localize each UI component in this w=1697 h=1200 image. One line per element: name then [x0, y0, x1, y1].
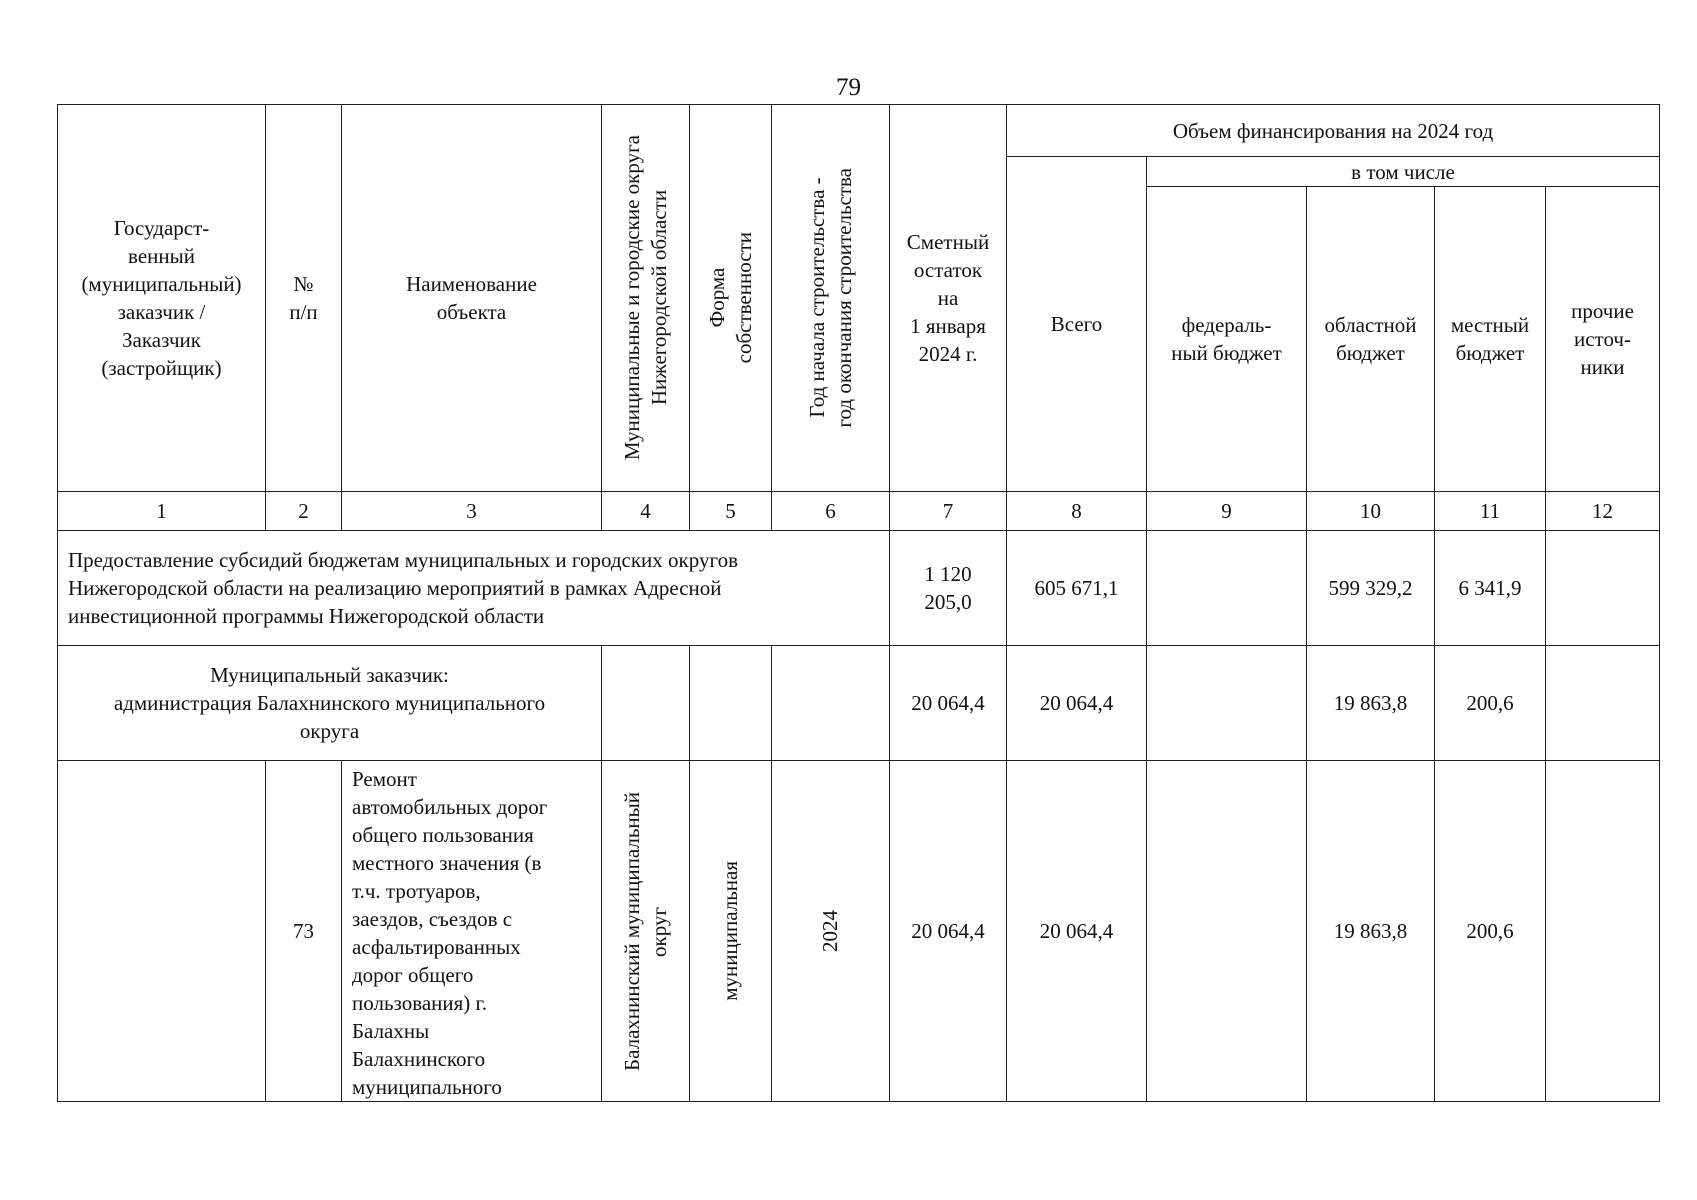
column-number: 11 — [1435, 492, 1546, 531]
customer-federal — [1147, 646, 1307, 761]
section-estimate: 1 120 205,0 — [890, 531, 1007, 646]
header-federal: федераль- ный бюджет — [1147, 187, 1307, 492]
object-estimate: 20 064,4 — [890, 761, 1007, 1102]
header-total: Всего — [1007, 157, 1147, 492]
section-title: Предоставление субсидий бюджетам муниципальных и городских округов Нижегородской области на реализацию мероприятий в рамках Адресной инвестиционной программы Нижегородской области — [58, 531, 890, 646]
customer-other — [1546, 646, 1660, 761]
object-total: 20 064,4 — [1007, 761, 1147, 1102]
column-number: 1 — [58, 492, 266, 531]
header-local: местный бюджет — [1435, 187, 1546, 492]
customer-local: 200,6 — [1435, 646, 1546, 761]
column-number-row — [58, 492, 1660, 531]
customer-years — [772, 646, 890, 761]
object-customer — [58, 761, 266, 1102]
section-regional: 599 329,2 — [1307, 531, 1435, 646]
section-row — [58, 531, 1660, 646]
object-local: 200,6 — [1435, 761, 1546, 1102]
customer-estimate: 20 064,4 — [890, 646, 1007, 761]
object-regional: 19 863,8 — [1307, 761, 1435, 1102]
column-number: 2 — [266, 492, 342, 531]
section-total: 605 671,1 — [1007, 531, 1147, 646]
column-number: 9 — [1147, 492, 1307, 531]
column-number: 12 — [1546, 492, 1660, 531]
column-number: 10 — [1307, 492, 1435, 531]
column-number: 3 — [342, 492, 602, 531]
column-number: 4 — [602, 492, 690, 531]
customer-total: 20 064,4 — [1007, 646, 1147, 761]
page-number: 79 — [836, 74, 861, 101]
column-number: 8 — [1007, 492, 1147, 531]
header-other: прочие источ- ники — [1546, 187, 1660, 492]
object-number: 73 — [266, 761, 342, 1102]
header-number: № п/п — [266, 105, 342, 492]
column-number: 7 — [890, 492, 1007, 531]
investment-table — [57, 104, 1660, 1102]
header-regional: областной бюджет — [1307, 187, 1435, 492]
section-federal — [1147, 531, 1307, 646]
customer-title: Муниципальный заказчик: администрация Балахнинского муниципального округа — [58, 646, 602, 761]
header-funding-group: Объем финансирования на 2024 год — [1007, 105, 1660, 157]
object-row — [58, 761, 1660, 1102]
header-customer: Государст- венный (муниципальный) заказчик / Заказчик (застройщик) — [58, 105, 266, 492]
header-estimate: Сметный остаток на 1 января 2024 г. — [890, 105, 1007, 492]
customer-row — [58, 646, 1660, 761]
object-federal — [1147, 761, 1307, 1102]
header-ownership: Форма собственности — [690, 105, 772, 492]
header-object-name: Наименование объекта — [342, 105, 602, 492]
customer-ownership — [690, 646, 772, 761]
header-years: Год начала строительства - год окончания строительства — [772, 105, 890, 492]
section-local: 6 341,9 — [1435, 531, 1546, 646]
customer-regional: 19 863,8 — [1307, 646, 1435, 761]
header-municipality: Муниципальные и городские округа Нижегородской области — [602, 105, 690, 492]
customer-municipality — [602, 646, 690, 761]
object-ownership: муниципальная — [690, 761, 772, 1102]
column-number: 6 — [772, 492, 890, 531]
object-name: Ремонт автомобильных дорог общего пользования местного значения (в т.ч. тротуаров, заездов, съездов с асфальтированных дорог общего пользования) г. Балахны Балахнинского муниципального — [342, 761, 602, 1102]
object-municipality: Балахнинский муниципальный округ — [602, 761, 690, 1102]
object-years: 2024 — [772, 761, 890, 1102]
column-number: 5 — [690, 492, 772, 531]
object-other — [1546, 761, 1660, 1102]
section-other — [1546, 531, 1660, 646]
header-including: в том числе — [1147, 157, 1660, 187]
